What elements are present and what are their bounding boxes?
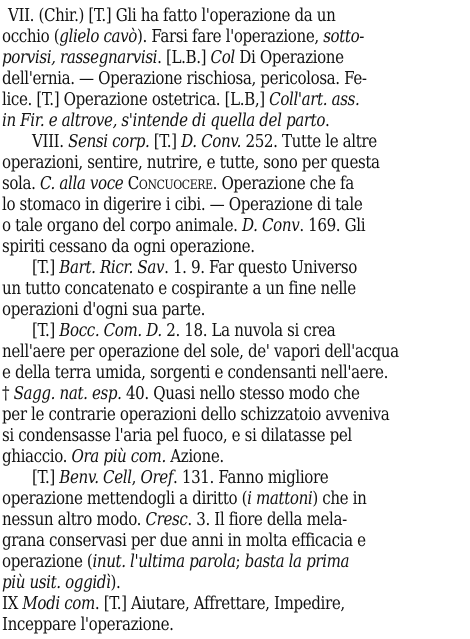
text-line: Inceppare l'operazione. — [2, 614, 174, 635]
text-line: operazioni d'ogni sua parte. — [2, 299, 206, 320]
text-line: sola. C. alla voce Concuocere. Operazione che fa — [2, 173, 354, 194]
text-line: nell'aere per operazione del sole, de' vapori dell'acqua — [2, 341, 399, 362]
text-line: più usit. oggidì). — [2, 572, 121, 593]
text-line: e della terra umida, sorgenti e condensanti nell'aere. — [2, 362, 389, 383]
text-line: [T.] Bocc. Com. D. 2. 18. La nuvola si crea — [32, 320, 336, 341]
text-line: lo stomaco in digerire i cibi. — Operazione di tale — [2, 194, 363, 215]
text-line: dell'ernia. — Operazione rischiosa, pericolosa. Fe- — [2, 68, 367, 89]
text-line: [T.] Benv. Cell, Oref. 131. Fanno migliore — [32, 467, 329, 488]
text-line: VII. (Chir.) [T.] Gli ha fatto l'operazione da un — [8, 5, 336, 26]
text-line: nessun altro modo. Cresc. 3. Il fiore della mela- — [2, 509, 347, 530]
text-line: † Sagg. nat. esp. 40. Quasi nello stesso modo che — [2, 383, 360, 404]
text-line: operazione (inut. l'ultima parola; basta la prima — [2, 551, 350, 572]
text-line: per le contrarie operazioni dello schizzatoio avveniva — [2, 404, 390, 425]
text-line: operazione mettendogli a diritto (i mattoni) che in — [2, 488, 367, 509]
text-line: un tutto concatenato e cospirante a un fine nelle — [2, 278, 356, 299]
text-line: spiriti cessano da ogni operazione. — [2, 236, 255, 257]
text-line: [T.] Bart. Ricr. Sav. 1. 9. Far questo Universo — [32, 257, 357, 278]
text-line: grana conservasi per due anni in molta efficacia e — [2, 530, 366, 551]
text-line: operazioni, sentire, nutrire, e tutte, sono per questa — [2, 152, 380, 173]
text-line: in Fir. e altrove, s'intende di quella del parto. — [2, 110, 330, 131]
text-line: lice. [T.] Operazione ostetrica. [L.B,] Coll'art. ass. — [2, 89, 360, 110]
text-line: si condensasse l'aria pel fuoco, e si dilatasse pel — [2, 425, 352, 446]
text-line: ghiaccio. Ora più com. Azione. — [2, 446, 224, 467]
text-line: porvisi, rassegnarvisi. [L.B.] Col Di Operazione — [2, 47, 344, 68]
text-line: VIII. Sensi corp. [T.] D. Conv. 252. Tutte le altre — [32, 131, 377, 152]
text-line: occhio (glielo cavò). Farsi fare l'operazione, sotto- — [2, 26, 365, 47]
text-line: IX Modi com. [T.] Aiutare, Affrettare, Impedire, — [2, 593, 345, 614]
text-line: o tale organo del corpo animale. D. Conv. 169. Gli — [2, 215, 366, 236]
